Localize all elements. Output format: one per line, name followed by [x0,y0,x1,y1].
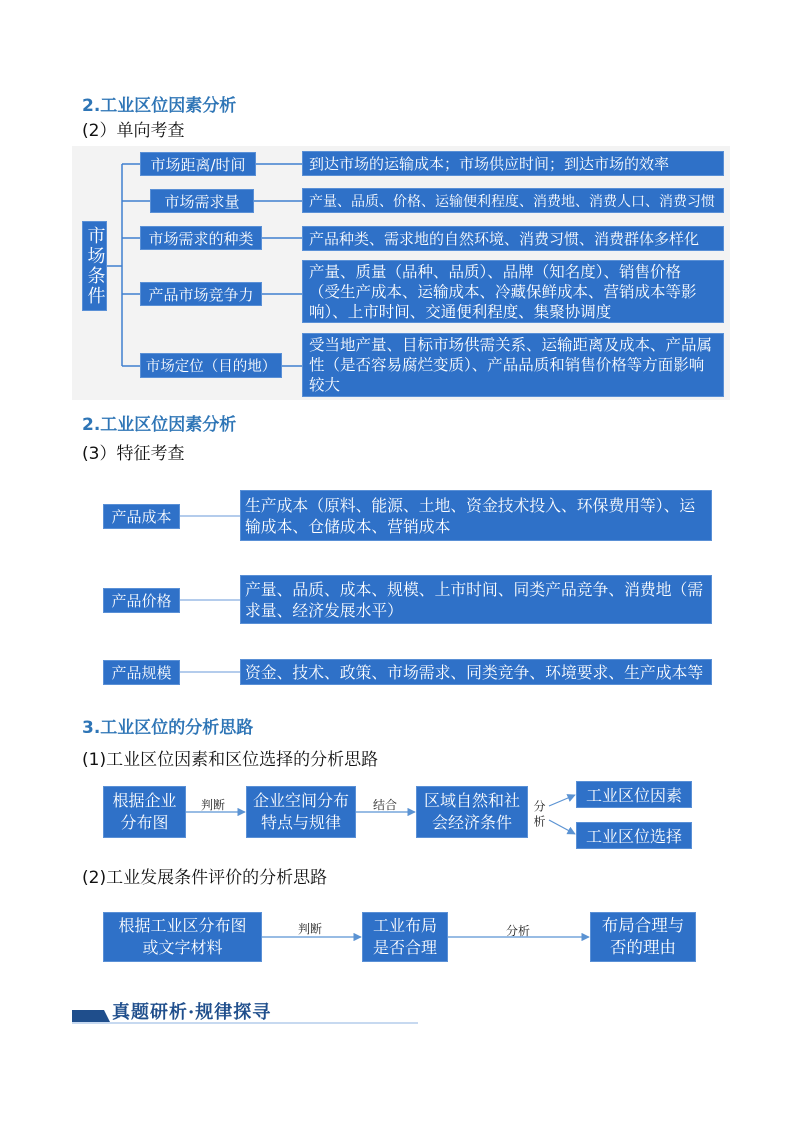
feature-box-scale [103,660,180,685]
flow2-step-layout-reasonable [362,912,448,962]
flow-step-line: 特点与规律 [260,813,341,832]
detail-line: 到达市场的运输成本；市场供应时间；到达市场的效率 [309,155,670,173]
section-heading-analysis: 3.工业区位的分析思路 [82,718,254,738]
factor-label: 市场定位（目的地） [145,359,277,375]
flow-step-line: 或文字材料 [142,938,223,957]
flow1-arrow-to-selection [549,820,575,834]
flow-step-line: 根据企业 [112,791,177,810]
feature-detail-line: 输成本、仓储成本、营销成本 [245,516,451,536]
section-banner-title: 真题研析·规律探寻 [112,1002,272,1023]
factor-box-market-demand [150,189,254,213]
flow1-outcome-location-selection [576,822,692,849]
feature-label: 产品规模 [111,664,172,682]
detail-box-market-demand [302,188,724,213]
factor-label: 产品市场竞争力 [148,285,254,304]
flow1-edge-label-analyze: 分析 [532,800,546,830]
flow2-title: (2)工业发展条件评价的分析思路 [82,868,328,888]
flow1-step-distribution-map [103,786,186,838]
flow-outcome-label: 工业区位因素 [585,786,682,805]
detail-box-demand-types [302,226,724,251]
factor-box-market-distance [140,152,256,176]
flow1-title: (1)工业区位因素和区位选择的分析思路 [82,750,379,770]
factor-label: 市场需求量 [164,192,240,211]
flow-step-line: 工业布局 [372,916,437,935]
factor-box-competitiveness [140,282,262,306]
feature-detail-box-price [240,575,712,624]
flow1-arrow-to-factors [549,795,575,806]
detail-box-positioning [302,333,724,397]
feature-label: 产品成本 [111,508,172,526]
flow1-step-spatial-pattern [246,786,356,838]
factor-label: 市场距离/时间 [150,155,246,174]
flow1-edge-label-judge: 判断 [201,798,226,812]
detail-line: 受当地产量、目标市场供需关系、运输距离及成本、产品属 [309,336,713,354]
flow2-edge-label-judge: 判断 [298,922,323,936]
detail-box-market-distance [302,151,724,176]
feature-detail-line: 生产成本（原料、能源、土地、资金技术投入、环保费用等）、运 [245,495,696,515]
flow-step-line: 企业空间分布 [252,791,349,810]
detail-line: 产品种类、需求地的自然环境、消费习惯、消费群体多样化 [309,230,700,248]
flow2-edge-label-analyze: 分析 [506,924,531,938]
detail-line: 产量、品质、价格、运输便利程度、消费地、消费人口、消费习惯 [309,193,715,210]
detail-line: （受生产成本、运输成本、冷藏保鲜成本、营销成本等影 [309,282,697,301]
factor-box-positioning [140,353,282,378]
section-heading-one-way: 2.工业区位因素分析 [82,96,237,116]
flow1-outcome-location-factors [576,781,692,808]
flow-step-line: 会经济条件 [431,813,512,832]
feature-detail-box-cost [240,490,712,541]
flow-step-line: 否的理由 [610,938,676,957]
market-conditions-root-box [82,221,107,311]
flow1-edge-label-combine: 结合 [373,798,398,812]
detail-line: 性（是否容易腐烂变质）、产品品质和销售价格等方面影响 [309,356,705,374]
detail-line: 响）、上市时间、交通便利程度、集聚协调度 [309,302,612,321]
flow-step-line: 分布图 [120,813,169,832]
feature-detail-box-scale [240,659,712,685]
flow2-step-reasons [590,912,696,962]
feature-box-price [103,588,180,613]
subheading-one-way-check: (2）单向考查 [82,121,185,141]
flow1-step-regional-conditions [416,786,528,838]
feature-label: 产品价格 [111,592,172,610]
detail-line: 较大 [309,376,341,394]
detail-box-competitiveness [302,260,724,323]
market-conditions-root-label: 市场条件 [84,226,106,306]
factor-label: 市场需求的种类 [148,229,254,248]
flow-step-line: 根据工业区分布图 [118,916,247,935]
detail-line: 产量、质量（品种、品质）、品牌（知名度）、销售价格 [309,262,682,281]
banner-tab-shape [72,1010,110,1022]
flow-step-line: 是否合理 [372,938,437,957]
flow-step-line: 区域自然和社 [423,791,520,810]
flow-step-line: 布局合理与 [601,916,685,935]
section-heading-features: 2.工业区位因素分析 [82,415,237,435]
flow-outcome-label: 工业区位选择 [585,827,682,846]
feature-box-cost [103,504,180,529]
feature-detail-line: 资金、技术、政策、市场需求、同类竞争、环境要求、生产成本等 [245,662,704,682]
factor-box-demand-types [140,226,262,250]
feature-detail-line: 产量、品质、成本、规模、上市时间、同类产品竞争、消费地（需 [245,579,704,599]
subheading-feature-check: (3）特征考查 [82,444,185,464]
flow2-step-source-material [103,912,262,962]
feature-detail-line: 求量、经济发展水平） [245,600,403,620]
